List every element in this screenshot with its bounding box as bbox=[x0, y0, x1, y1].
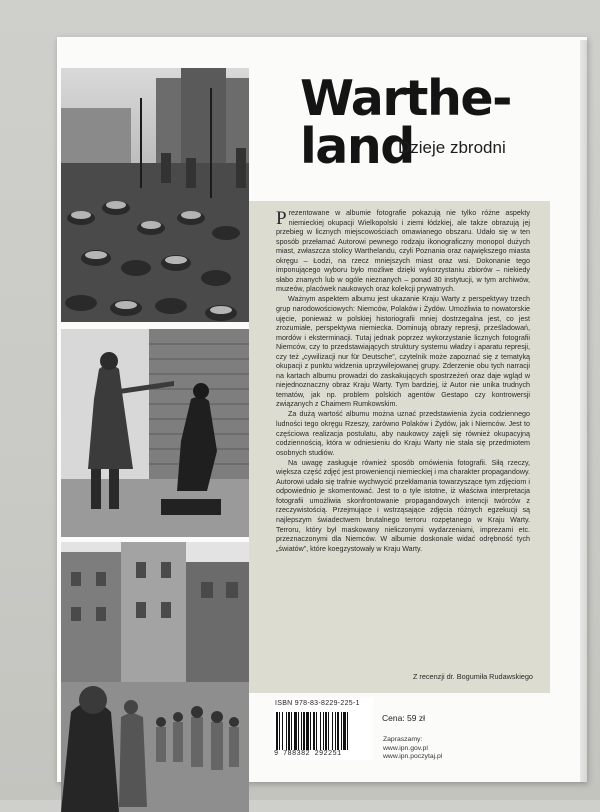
paragraph: Ważnym aspektem albumu jest ukazanie Kraju Warty z perspektywy trzech grup narodowościowych: Niemców, Polaków i Żydów. Umożliwia to nowatorskie ujęcie, ponieważ w polskiej historiografii mniej dostrzegalna jest, co jest zrozumiałe, perspektywa niemiecka. Dominują obrazy represji, prześladowań, mordów i eksterminacji. Tutaj jednak poprzez wykorzystanie licznych fotografii Niemców, czy to przedstawiających struktury systemu władzy i aparatu represji, czy też „cywilizacji nur für Deutsche”, czytelnik może zapoznać się z tematyką okupacji z punktu widzenia uprzywilejowanej grupy. Zderzenie obu tych narracji na kartach albumu prowadzi do zaskakujących spostrzeżeń oraz daje wgląd w niejednoznaczny obraz Kraju Warty. Tym bardziej, iż Autor nie unika trudnych tematów, jak np. problem polskich agentów Gestapo czy kontrowersji związanych z Chaimem Rumkowskim. bbox=[276, 295, 530, 409]
price: Cena: 59 zł bbox=[382, 713, 425, 723]
subtitle: Dzieje zbrodni bbox=[398, 138, 506, 157]
review-signature: Z recenzji dr. Bogumiła Rudawskiego bbox=[412, 672, 533, 681]
title-line-2: land bbox=[300, 118, 414, 175]
photo-parade-crowd bbox=[61, 68, 249, 322]
invite-block bbox=[383, 736, 442, 762]
invite-label: Zapraszamy: bbox=[383, 736, 423, 743]
photo-street-scene bbox=[61, 542, 249, 812]
photo-column bbox=[61, 68, 249, 744]
invite-link-2[interactable]: www.ipn.poczytaj.pl bbox=[383, 753, 443, 760]
paragraph: Na uwagę zasługuje również sposób omówienia fotografii. Siłą rzeczy, większa część zdjęć jest proweniencji niemieckiej i ma charakter propagandowy. Autorowi udało się trafnie wychwycić przekłamania towarzyszące tym zdjęciom i odpowiednio je skomentować. Jest to o tyle istotne, iż właściwa interpretacja fotografii umożliwia skonfrontowanie propagandowych intencji twórców z rzeczywistością. Przejmujące i wstrząsające zdjęcia różnych egzekucji są najlepszym świadectwem brutalnego terroru rozpętanego w Kraju Warty. Terroru, który był maskowany nieliczonymi wydarzeniami, imprezami etc. przeznaczonymi dla Niemców. W albumie doskonale widać odrębność tych „światów”, które koegzystowały w Kraju Warty. bbox=[276, 458, 530, 553]
paragraph: Prezentowane w albumie fotografie pokazują nie tylko różne aspekty niemieckiej okupacji Wielkopolski i ziemi łódzkiej, ale także obrazują jej przebieg w licznych miejscowościach omawianego obszaru. Udało się w ten sposób przełamać Autorowi pewnego rodzaju ikonograficzny monopol dużych miast, zwłaszcza stolicy Warthelandu, czyli Poznania oraz największego miasta okręgu – Łodzi, na rzecz mniejszych miast oraz wsi. Dokonanie tego imponującego wyboru było możliwe dzięki wykorzystaniu zbiorów – niekiedy słabo znanych lub w ogóle nieznanych – ponad 30 instytucji, w tym archiwów, muzeów, placówek naukowych oraz kolekcji prywatnych. bbox=[276, 208, 530, 294]
title-block bbox=[300, 70, 550, 175]
invite-link-1[interactable]: www.ipn.gov.pl bbox=[383, 744, 428, 752]
drop-cap: P bbox=[276, 208, 287, 229]
title-line-1: Warthe- bbox=[300, 70, 511, 127]
photo-execution-scene bbox=[61, 329, 249, 537]
barcode bbox=[276, 710, 372, 750]
book-spine-edge bbox=[580, 40, 587, 782]
barcode-digits: 9 788382 292251 bbox=[274, 750, 342, 758]
paragraph: Za dużą wartość albumu można uznać przedstawienia życia codziennego ludności tego okręgu Rzeszy, zarówno Polaków i Żydów, jak i Niemców. Jest to częściowa realizacja postulatu, aby naukowcy zajęli się również okupacyjną codziennością, która w odniesieniu do Kraju Warty nie stała się przedmiotem osobnych studiów. bbox=[276, 410, 530, 457]
barcode-bar bbox=[348, 712, 350, 750]
isbn-label: ISBN 978-83-8229-225-1 bbox=[275, 700, 360, 707]
blurb-text bbox=[276, 209, 530, 554]
